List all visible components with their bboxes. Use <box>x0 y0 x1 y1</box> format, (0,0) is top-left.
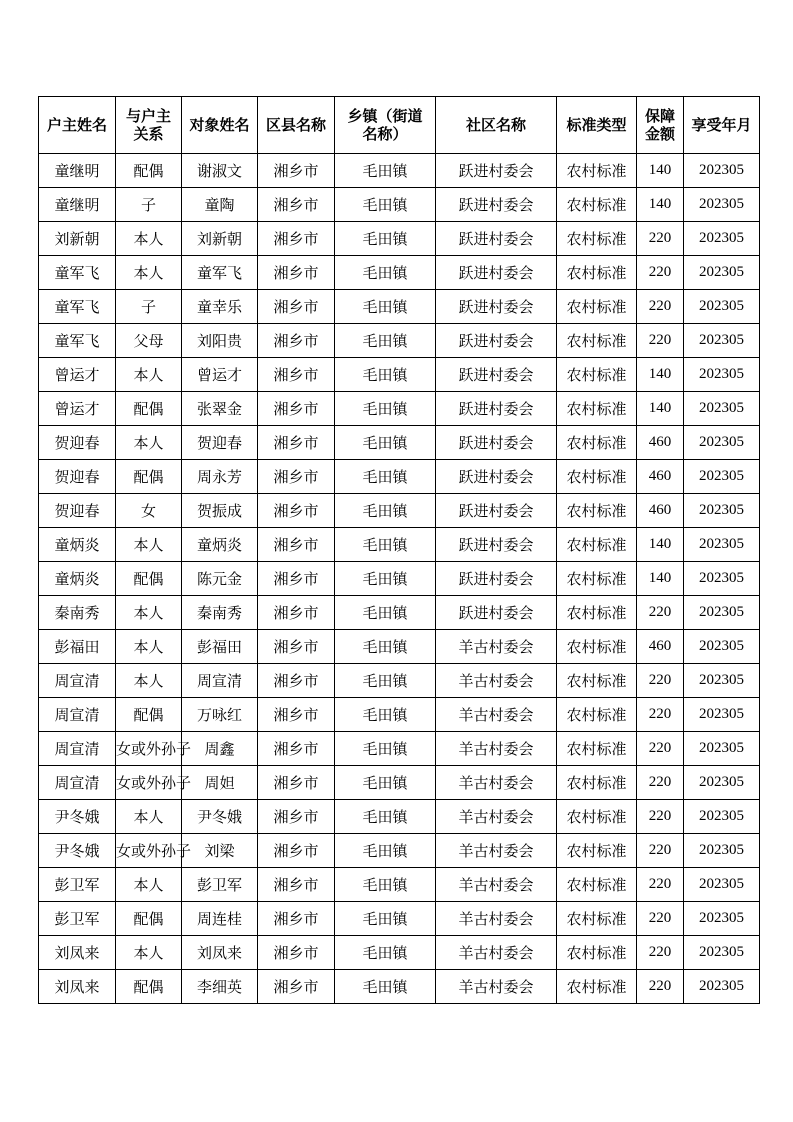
cell-subject: 周妲 <box>182 766 258 800</box>
cell-standard: 农村标准 <box>557 222 637 256</box>
cell-householder: 童军飞 <box>39 256 116 290</box>
table-row <box>39 766 760 800</box>
cell-householder: 贺迎春 <box>39 460 116 494</box>
table-row <box>39 528 760 562</box>
cell-relation: 配偶 <box>116 154 182 188</box>
cell-subject: 童陶 <box>182 188 258 222</box>
cell-county: 湘乡市 <box>258 290 335 324</box>
cell-period: 202305 <box>684 596 760 630</box>
cell-amount: 460 <box>637 494 684 528</box>
table-row <box>39 188 760 222</box>
cell-period: 202305 <box>684 222 760 256</box>
cell-subject: 尹冬娥 <box>182 800 258 834</box>
cell-relation: 女或外孙子 <box>116 732 182 766</box>
cell-standard: 农村标准 <box>557 698 637 732</box>
cell-relation: 本人 <box>116 528 182 562</box>
header-relation <box>116 97 182 154</box>
cell-community: 羊古村委会 <box>436 834 557 868</box>
cell-county: 湘乡市 <box>258 528 335 562</box>
cell-relation: 女或外孙子 <box>116 766 182 800</box>
cell-county: 湘乡市 <box>258 834 335 868</box>
cell-standard: 农村标准 <box>557 324 637 358</box>
cell-town: 毛田镇 <box>335 766 436 800</box>
cell-period: 202305 <box>684 460 760 494</box>
header-relation-line1: 与户主 <box>125 107 171 125</box>
cell-county: 湘乡市 <box>258 426 335 460</box>
cell-period: 202305 <box>684 154 760 188</box>
cell-householder: 周宣清 <box>39 698 116 732</box>
cell-householder: 曾运才 <box>39 358 116 392</box>
cell-period: 202305 <box>684 290 760 324</box>
table-row <box>39 290 760 324</box>
cell-town: 毛田镇 <box>335 936 436 970</box>
cell-amount: 140 <box>637 358 684 392</box>
cell-town: 毛田镇 <box>335 154 436 188</box>
cell-period: 202305 <box>684 970 760 1004</box>
table-row <box>39 630 760 664</box>
cell-period: 202305 <box>684 902 760 936</box>
cell-county: 湘乡市 <box>258 494 335 528</box>
cell-amount: 140 <box>637 562 684 596</box>
cell-householder: 刘凤来 <box>39 970 116 1004</box>
cell-period: 202305 <box>684 324 760 358</box>
cell-period: 202305 <box>684 800 760 834</box>
table-row <box>39 664 760 698</box>
header-standard: 标准类型 <box>557 97 637 154</box>
cell-county: 湘乡市 <box>258 800 335 834</box>
cell-town: 毛田镇 <box>335 902 436 936</box>
cell-amount: 220 <box>637 834 684 868</box>
cell-standard: 农村标准 <box>557 834 637 868</box>
table-row <box>39 868 760 902</box>
assistance-roster-table <box>38 96 760 1004</box>
cell-amount: 220 <box>637 902 684 936</box>
cell-amount: 220 <box>637 868 684 902</box>
cell-standard: 农村标准 <box>557 936 637 970</box>
table-row <box>39 902 760 936</box>
header-amount-line1: 保障 <box>644 107 675 125</box>
cell-standard: 农村标准 <box>557 290 637 324</box>
cell-standard: 农村标准 <box>557 426 637 460</box>
cell-relation: 女 <box>116 494 182 528</box>
cell-standard: 农村标准 <box>557 494 637 528</box>
cell-county: 湘乡市 <box>258 324 335 358</box>
header-town <box>335 97 436 154</box>
cell-community: 羊古村委会 <box>436 936 557 970</box>
cell-town: 毛田镇 <box>335 834 436 868</box>
cell-period: 202305 <box>684 392 760 426</box>
cell-county: 湘乡市 <box>258 562 335 596</box>
cell-community: 跃进村委会 <box>436 392 557 426</box>
table-row <box>39 392 760 426</box>
cell-relation: 本人 <box>116 800 182 834</box>
cell-amount: 140 <box>637 188 684 222</box>
cell-subject: 贺迎春 <box>182 426 258 460</box>
header-relation-line2: 关系 <box>133 125 164 143</box>
cell-householder: 彭卫军 <box>39 902 116 936</box>
cell-community: 跃进村委会 <box>436 528 557 562</box>
cell-community: 羊古村委会 <box>436 664 557 698</box>
cell-subject: 童炳炎 <box>182 528 258 562</box>
header-town-line2: 名称） <box>362 125 408 143</box>
cell-period: 202305 <box>684 766 760 800</box>
cell-relation: 父母 <box>116 324 182 358</box>
cell-standard: 农村标准 <box>557 732 637 766</box>
cell-community: 羊古村委会 <box>436 970 557 1004</box>
table-row <box>39 494 760 528</box>
cell-county: 湘乡市 <box>258 256 335 290</box>
cell-town: 毛田镇 <box>335 630 436 664</box>
cell-standard: 农村标准 <box>557 766 637 800</box>
cell-community: 羊古村委会 <box>436 868 557 902</box>
table-row <box>39 256 760 290</box>
table-header <box>39 97 760 154</box>
cell-county: 湘乡市 <box>258 392 335 426</box>
cell-subject: 周永芳 <box>182 460 258 494</box>
table-row <box>39 426 760 460</box>
cell-relation: 配偶 <box>116 460 182 494</box>
table-row <box>39 800 760 834</box>
cell-householder: 童炳炎 <box>39 562 116 596</box>
cell-relation: 子 <box>116 290 182 324</box>
cell-town: 毛田镇 <box>335 290 436 324</box>
cell-period: 202305 <box>684 528 760 562</box>
header-subject: 对象姓名 <box>182 97 258 154</box>
table-row <box>39 732 760 766</box>
cell-town: 毛田镇 <box>335 324 436 358</box>
cell-town: 毛田镇 <box>335 222 436 256</box>
cell-amount: 140 <box>637 392 684 426</box>
cell-town: 毛田镇 <box>335 562 436 596</box>
header-town-line1: 乡镇（街道 <box>347 107 423 125</box>
cell-community: 跃进村委会 <box>436 154 557 188</box>
table-row <box>39 358 760 392</box>
cell-subject: 张翠金 <box>182 392 258 426</box>
cell-standard: 农村标准 <box>557 392 637 426</box>
table-row <box>39 324 760 358</box>
cell-county: 湘乡市 <box>258 970 335 1004</box>
cell-county: 湘乡市 <box>258 902 335 936</box>
cell-amount: 140 <box>637 528 684 562</box>
cell-amount: 220 <box>637 222 684 256</box>
header-row <box>39 97 760 154</box>
cell-subject: 周连桂 <box>182 902 258 936</box>
cell-householder: 童军飞 <box>39 324 116 358</box>
cell-town: 毛田镇 <box>335 494 436 528</box>
cell-amount: 220 <box>637 290 684 324</box>
cell-householder: 秦南秀 <box>39 596 116 630</box>
cell-relation: 本人 <box>116 936 182 970</box>
cell-county: 湘乡市 <box>258 358 335 392</box>
cell-period: 202305 <box>684 358 760 392</box>
cell-period: 202305 <box>684 732 760 766</box>
cell-householder: 童炳炎 <box>39 528 116 562</box>
cell-amount: 460 <box>637 460 684 494</box>
cell-subject: 童幸乐 <box>182 290 258 324</box>
cell-period: 202305 <box>684 698 760 732</box>
cell-relation: 本人 <box>116 426 182 460</box>
cell-subject: 刘新朝 <box>182 222 258 256</box>
cell-community: 跃进村委会 <box>436 562 557 596</box>
cell-county: 湘乡市 <box>258 630 335 664</box>
cell-subject: 彭福田 <box>182 630 258 664</box>
cell-relation: 本人 <box>116 358 182 392</box>
cell-relation: 本人 <box>116 256 182 290</box>
cell-householder: 周宣清 <box>39 766 116 800</box>
cell-community: 跃进村委会 <box>436 290 557 324</box>
cell-period: 202305 <box>684 426 760 460</box>
cell-standard: 农村标准 <box>557 664 637 698</box>
cell-town: 毛田镇 <box>335 392 436 426</box>
cell-standard: 农村标准 <box>557 970 637 1004</box>
cell-subject: 万咏红 <box>182 698 258 732</box>
cell-subject: 曾运才 <box>182 358 258 392</box>
cell-town: 毛田镇 <box>335 868 436 902</box>
cell-subject: 刘阳贵 <box>182 324 258 358</box>
cell-amount: 220 <box>637 766 684 800</box>
cell-period: 202305 <box>684 256 760 290</box>
cell-relation: 本人 <box>116 596 182 630</box>
cell-subject: 彭卫军 <box>182 868 258 902</box>
cell-householder: 刘凤来 <box>39 936 116 970</box>
cell-subject: 童军飞 <box>182 256 258 290</box>
cell-relation: 本人 <box>116 868 182 902</box>
cell-householder: 尹冬娥 <box>39 834 116 868</box>
cell-amount: 220 <box>637 698 684 732</box>
cell-householder: 刘新朝 <box>39 222 116 256</box>
cell-town: 毛田镇 <box>335 188 436 222</box>
cell-community: 跃进村委会 <box>436 222 557 256</box>
cell-subject: 贺振成 <box>182 494 258 528</box>
cell-county: 湘乡市 <box>258 766 335 800</box>
cell-subject: 李细英 <box>182 970 258 1004</box>
cell-relation: 配偶 <box>116 902 182 936</box>
cell-standard: 农村标准 <box>557 800 637 834</box>
cell-county: 湘乡市 <box>258 596 335 630</box>
header-householder: 户主姓名 <box>39 97 116 154</box>
cell-community: 跃进村委会 <box>436 596 557 630</box>
cell-householder: 贺迎春 <box>39 426 116 460</box>
cell-community: 羊古村委会 <box>436 766 557 800</box>
cell-period: 202305 <box>684 664 760 698</box>
cell-community: 羊古村委会 <box>436 630 557 664</box>
cell-town: 毛田镇 <box>335 528 436 562</box>
cell-amount: 220 <box>637 732 684 766</box>
cell-subject: 周鑫 <box>182 732 258 766</box>
cell-town: 毛田镇 <box>335 664 436 698</box>
cell-period: 202305 <box>684 868 760 902</box>
cell-community: 跃进村委会 <box>436 358 557 392</box>
cell-period: 202305 <box>684 834 760 868</box>
cell-period: 202305 <box>684 936 760 970</box>
cell-householder: 贺迎春 <box>39 494 116 528</box>
cell-householder: 童继明 <box>39 188 116 222</box>
cell-subject: 秦南秀 <box>182 596 258 630</box>
cell-community: 羊古村委会 <box>436 698 557 732</box>
cell-community: 跃进村委会 <box>436 460 557 494</box>
cell-county: 湘乡市 <box>258 698 335 732</box>
cell-county: 湘乡市 <box>258 154 335 188</box>
cell-relation: 配偶 <box>116 698 182 732</box>
cell-relation: 本人 <box>116 664 182 698</box>
header-amount <box>637 97 684 154</box>
cell-standard: 农村标准 <box>557 630 637 664</box>
cell-town: 毛田镇 <box>335 596 436 630</box>
cell-amount: 220 <box>637 324 684 358</box>
cell-standard: 农村标准 <box>557 528 637 562</box>
cell-relation: 本人 <box>116 222 182 256</box>
cell-town: 毛田镇 <box>335 698 436 732</box>
cell-town: 毛田镇 <box>335 460 436 494</box>
cell-standard: 农村标准 <box>557 902 637 936</box>
table-row <box>39 222 760 256</box>
cell-community: 跃进村委会 <box>436 188 557 222</box>
cell-standard: 农村标准 <box>557 256 637 290</box>
table-body <box>39 154 760 1004</box>
table-row <box>39 698 760 732</box>
cell-standard: 农村标准 <box>557 460 637 494</box>
cell-subject: 刘梁 <box>182 834 258 868</box>
cell-county: 湘乡市 <box>258 222 335 256</box>
cell-householder: 曾运才 <box>39 392 116 426</box>
cell-householder: 童军飞 <box>39 290 116 324</box>
cell-standard: 农村标准 <box>557 154 637 188</box>
cell-town: 毛田镇 <box>335 256 436 290</box>
table-row <box>39 562 760 596</box>
cell-householder: 彭福田 <box>39 630 116 664</box>
cell-amount: 140 <box>637 154 684 188</box>
cell-relation: 女或外孙子 <box>116 834 182 868</box>
cell-householder: 童继明 <box>39 154 116 188</box>
cell-standard: 农村标准 <box>557 868 637 902</box>
cell-amount: 220 <box>637 936 684 970</box>
table-row <box>39 154 760 188</box>
cell-relation: 本人 <box>116 630 182 664</box>
cell-standard: 农村标准 <box>557 358 637 392</box>
cell-town: 毛田镇 <box>335 970 436 1004</box>
header-county: 区县名称 <box>258 97 335 154</box>
cell-householder: 周宣清 <box>39 664 116 698</box>
cell-subject: 刘凤来 <box>182 936 258 970</box>
cell-subject: 陈元金 <box>182 562 258 596</box>
header-period: 享受年月 <box>684 97 760 154</box>
cell-community: 羊古村委会 <box>436 902 557 936</box>
table-row <box>39 936 760 970</box>
cell-county: 湘乡市 <box>258 460 335 494</box>
header-community: 社区名称 <box>436 97 557 154</box>
cell-relation: 配偶 <box>116 970 182 1004</box>
cell-standard: 农村标准 <box>557 562 637 596</box>
cell-county: 湘乡市 <box>258 732 335 766</box>
cell-period: 202305 <box>684 188 760 222</box>
cell-subject: 谢淑文 <box>182 154 258 188</box>
cell-county: 湘乡市 <box>258 664 335 698</box>
header-amount-line2: 金额 <box>644 125 675 143</box>
cell-subject: 周宣清 <box>182 664 258 698</box>
cell-householder: 周宣清 <box>39 732 116 766</box>
table-row <box>39 834 760 868</box>
cell-county: 湘乡市 <box>258 936 335 970</box>
cell-town: 毛田镇 <box>335 800 436 834</box>
cell-relation: 配偶 <box>116 392 182 426</box>
cell-relation: 子 <box>116 188 182 222</box>
cell-community: 跃进村委会 <box>436 426 557 460</box>
cell-town: 毛田镇 <box>335 732 436 766</box>
cell-community: 跃进村委会 <box>436 324 557 358</box>
table-row <box>39 596 760 630</box>
table-row <box>39 970 760 1004</box>
cell-standard: 农村标准 <box>557 596 637 630</box>
cell-amount: 220 <box>637 970 684 1004</box>
cell-community: 跃进村委会 <box>436 494 557 528</box>
cell-community: 羊古村委会 <box>436 800 557 834</box>
cell-standard: 农村标准 <box>557 188 637 222</box>
cell-amount: 460 <box>637 426 684 460</box>
cell-amount: 220 <box>637 596 684 630</box>
cell-householder: 尹冬娥 <box>39 800 116 834</box>
cell-community: 羊古村委会 <box>436 732 557 766</box>
cell-county: 湘乡市 <box>258 188 335 222</box>
cell-householder: 彭卫军 <box>39 868 116 902</box>
cell-period: 202305 <box>684 494 760 528</box>
cell-relation: 配偶 <box>116 562 182 596</box>
table-row <box>39 460 760 494</box>
cell-amount: 220 <box>637 256 684 290</box>
cell-town: 毛田镇 <box>335 358 436 392</box>
cell-period: 202305 <box>684 630 760 664</box>
cell-amount: 460 <box>637 630 684 664</box>
cell-amount: 220 <box>637 664 684 698</box>
cell-amount: 220 <box>637 800 684 834</box>
cell-town: 毛田镇 <box>335 426 436 460</box>
cell-county: 湘乡市 <box>258 868 335 902</box>
cell-community: 跃进村委会 <box>436 256 557 290</box>
cell-period: 202305 <box>684 562 760 596</box>
